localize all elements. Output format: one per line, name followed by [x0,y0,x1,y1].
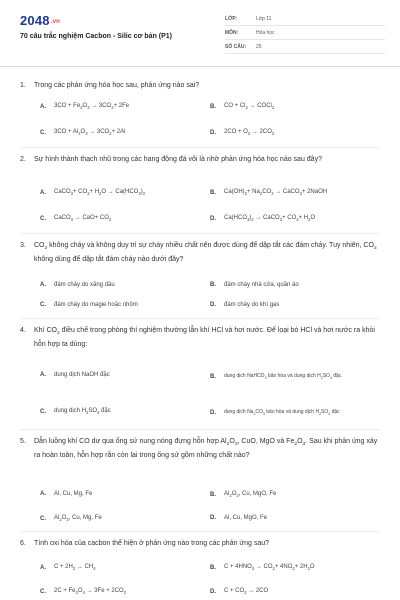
question-5 [20,436,380,461]
question-text: Sự hình thành thạch nhũ trong các hang động đá vôi là nhờ phản ứng hóa học nào sau đây? [34,156,322,163]
option-text: $Ca(OH)_2+ Na_2CO_3$ → CaCO$_3$+ 2NaOH [224,189,328,196]
question-text: Tính oxi hóa của cacbon thể hiện ở phản ứng nào trong các phản ứng sau? [34,540,270,547]
answer-option-d[interactable] [210,302,385,308]
option-text: $3CO + Fe_2O_3 \to 3CO_2+ 2Fe$ [54,103,130,110]
question-divider [20,147,380,148]
answer-option-a[interactable] [40,491,200,497]
question-stem [20,80,380,91]
option-text: CaCO$_3$+ $CO_2+ H_2O \to Ca(HCO_3)_2$ [54,189,146,196]
answer-option-a[interactable] [40,372,200,378]
option-label: C. [40,588,46,595]
answer-option-c[interactable] [40,302,200,308]
option-label: D. [210,129,216,136]
meta-row-count [225,40,385,54]
question-4 [20,325,380,350]
answer-option-b[interactable] [210,189,385,196]
answer-option-d[interactable] [210,129,385,136]
option-label: A. [40,282,46,288]
question-6 [20,538,380,549]
logo-text: 2048 [20,13,50,28]
answer-option-d[interactable] [210,215,385,222]
option-text: $2C + Fe_3O_4 \to 3Fe + 2CO_2$ [54,588,127,595]
answer-option-c[interactable] [40,129,200,136]
option-text: dung dịch NaOH đặc [54,372,110,378]
option-text: đám cháy do khí gas [224,302,280,308]
option-text: $C + CO_2 \to 2CO$ [224,588,269,595]
meta-table [225,12,385,54]
option-label: A. [40,564,46,571]
meta-key: LỚP: [225,15,238,22]
answer-option-c[interactable] [40,588,200,595]
option-text: $C + 2H_2 \to CH_4$ [54,564,96,571]
option-label: D. [210,588,216,595]
option-label: B. [210,282,216,288]
question-divider [20,318,380,319]
answer-option-b[interactable] [210,282,385,288]
option-text: $2CO + O_2 \to 2CO_2$ [224,129,275,136]
option-text: đám cháy do magie hoặc nhôm [54,302,138,308]
question-stem [20,538,380,549]
option-text: dung dịch $Na_2CO_3$ bão hòa và dung dịch $H_2SO_4$ đặc [224,409,340,416]
option-label: D. [210,410,216,416]
answer-option-a[interactable] [40,103,200,110]
option-text: $3CO + Al_2O_3 \to 3CO_2+ 2Al$ [54,129,126,136]
option-text: dung dịch $H_2SO_4$ đặc [54,408,111,415]
question-2 [20,154,380,165]
answer-option-b[interactable] [210,372,385,382]
answer-option-c[interactable] [40,515,200,522]
question-text: Trong các phản ứng hóa học sau, phản ứng nào sai? [34,82,200,89]
option-text: $Al_2O_3$, Cu, MgO, Fe [224,491,277,498]
question-number: 6. [20,540,26,547]
question-3 [20,240,380,265]
answer-option-a[interactable] [40,564,200,571]
option-label: C. [40,129,46,136]
option-text: dung dịch NaHCO$_3$ bão hòa và dung dịch $H_2SO_4$ đặc [224,373,342,380]
option-label: B. [210,564,216,571]
answer-option-c[interactable] [40,215,200,222]
question-stem [20,436,380,461]
answer-option-b[interactable] [210,491,385,498]
meta-value: 25 [256,43,262,50]
meta-row-class [225,12,385,26]
answer-option-a[interactable] [40,189,200,196]
meta-key: SỐ CÂU: [225,43,247,50]
answer-option-c[interactable] [40,408,200,415]
question-1 [20,80,380,91]
answer-option-d[interactable] [210,588,385,595]
option-label: D. [210,302,216,308]
option-label: B. [210,491,216,498]
meta-value: Lớp 11 [256,15,272,22]
option-label: C. [40,408,46,415]
answer-option-d[interactable] [210,515,385,521]
site-logo[interactable] [20,13,60,28]
question-text: Dẫn luồng khí CO dư qua ống sứ nung nóng đựng hỗn hợp $Al_2O_3$, CuO, MgO và $Fe_2O_3$. Sau khi phản ứng xảy ra hoàn toàn, hỗn hợp rắn còn lại trong ống sứ gồm những chất nào? [34,438,378,459]
meta-key: MÔN: [225,29,239,36]
question-divider [20,429,380,430]
option-text: đám cháy nhà cửa, quần áo [224,282,299,288]
question-number: 2. [20,156,26,163]
answer-option-a[interactable] [40,282,200,288]
option-label: B. [210,189,216,196]
option-text: CO + $Cl_2$ → COCl$_2$ [224,103,275,110]
question-number: 4. [20,327,26,334]
question-number: 1. [20,82,26,89]
document-title: 70 câu trắc nghiệm Cacbon - Silic cơ bản (P1) [20,33,173,40]
option-label: C. [40,215,46,222]
answer-option-b[interactable] [210,564,385,571]
worksheet-header [0,0,400,67]
option-label: B. [210,374,216,380]
answer-option-d[interactable] [210,408,385,418]
question-text: Khí $CO_2$ điều chế trong phòng thí nghiệm thường lẫn khí HCl và hơi nước. Để loại bỏ HCl và hơi nước ra khỏi hỗn hợp ta dùng: [34,327,375,348]
option-label: D. [210,215,216,222]
option-text: CaCO$_3$ → $CaO+ CO_2$ [54,215,112,222]
option-label: C. [40,302,46,308]
option-label: A. [40,491,46,497]
option-label: A. [40,372,46,378]
question-stem [20,240,380,265]
option-label: D. [210,515,216,521]
answer-option-b[interactable] [210,103,385,110]
question-divider [20,233,380,234]
option-text: đám cháy do xăng dầu [54,282,115,288]
option-label: A. [40,189,46,196]
option-text: Al, Cu, Mg, Fe [54,491,93,497]
option-label: A. [40,103,46,110]
question-stem [20,325,380,350]
option-label: C. [40,515,46,522]
question-divider [20,531,380,532]
logo-suffix: .vn [50,18,61,25]
question-number: 3. [20,242,26,249]
option-text: Al, Cu, MgO, Fe [224,515,268,521]
meta-row-subject [225,26,385,40]
option-text: $C + 4HNO_3 \to CO_2+ 4NO_2+ 2H_2O$ [224,564,315,571]
question-number: 5. [20,438,26,445]
option-text: $Ca(HCO_3)_2$ → CaCO$_3$+ $CO_2+ H_2O$ [224,215,316,222]
meta-value: Hóa học [256,29,275,36]
option-label: B. [210,103,216,110]
question-text: $CO_2$ không cháy và không duy trì sự cháy nhiều chất nên được dùng để dập tắt các đám cháy. Tuy nhiên, $CO_2$ không dùng để dập tắt đám cháy nào dưới đây? [34,242,377,263]
question-stem [20,154,380,165]
option-text: $Al_2O_3$, Cu, Mg, Fe [54,515,102,522]
